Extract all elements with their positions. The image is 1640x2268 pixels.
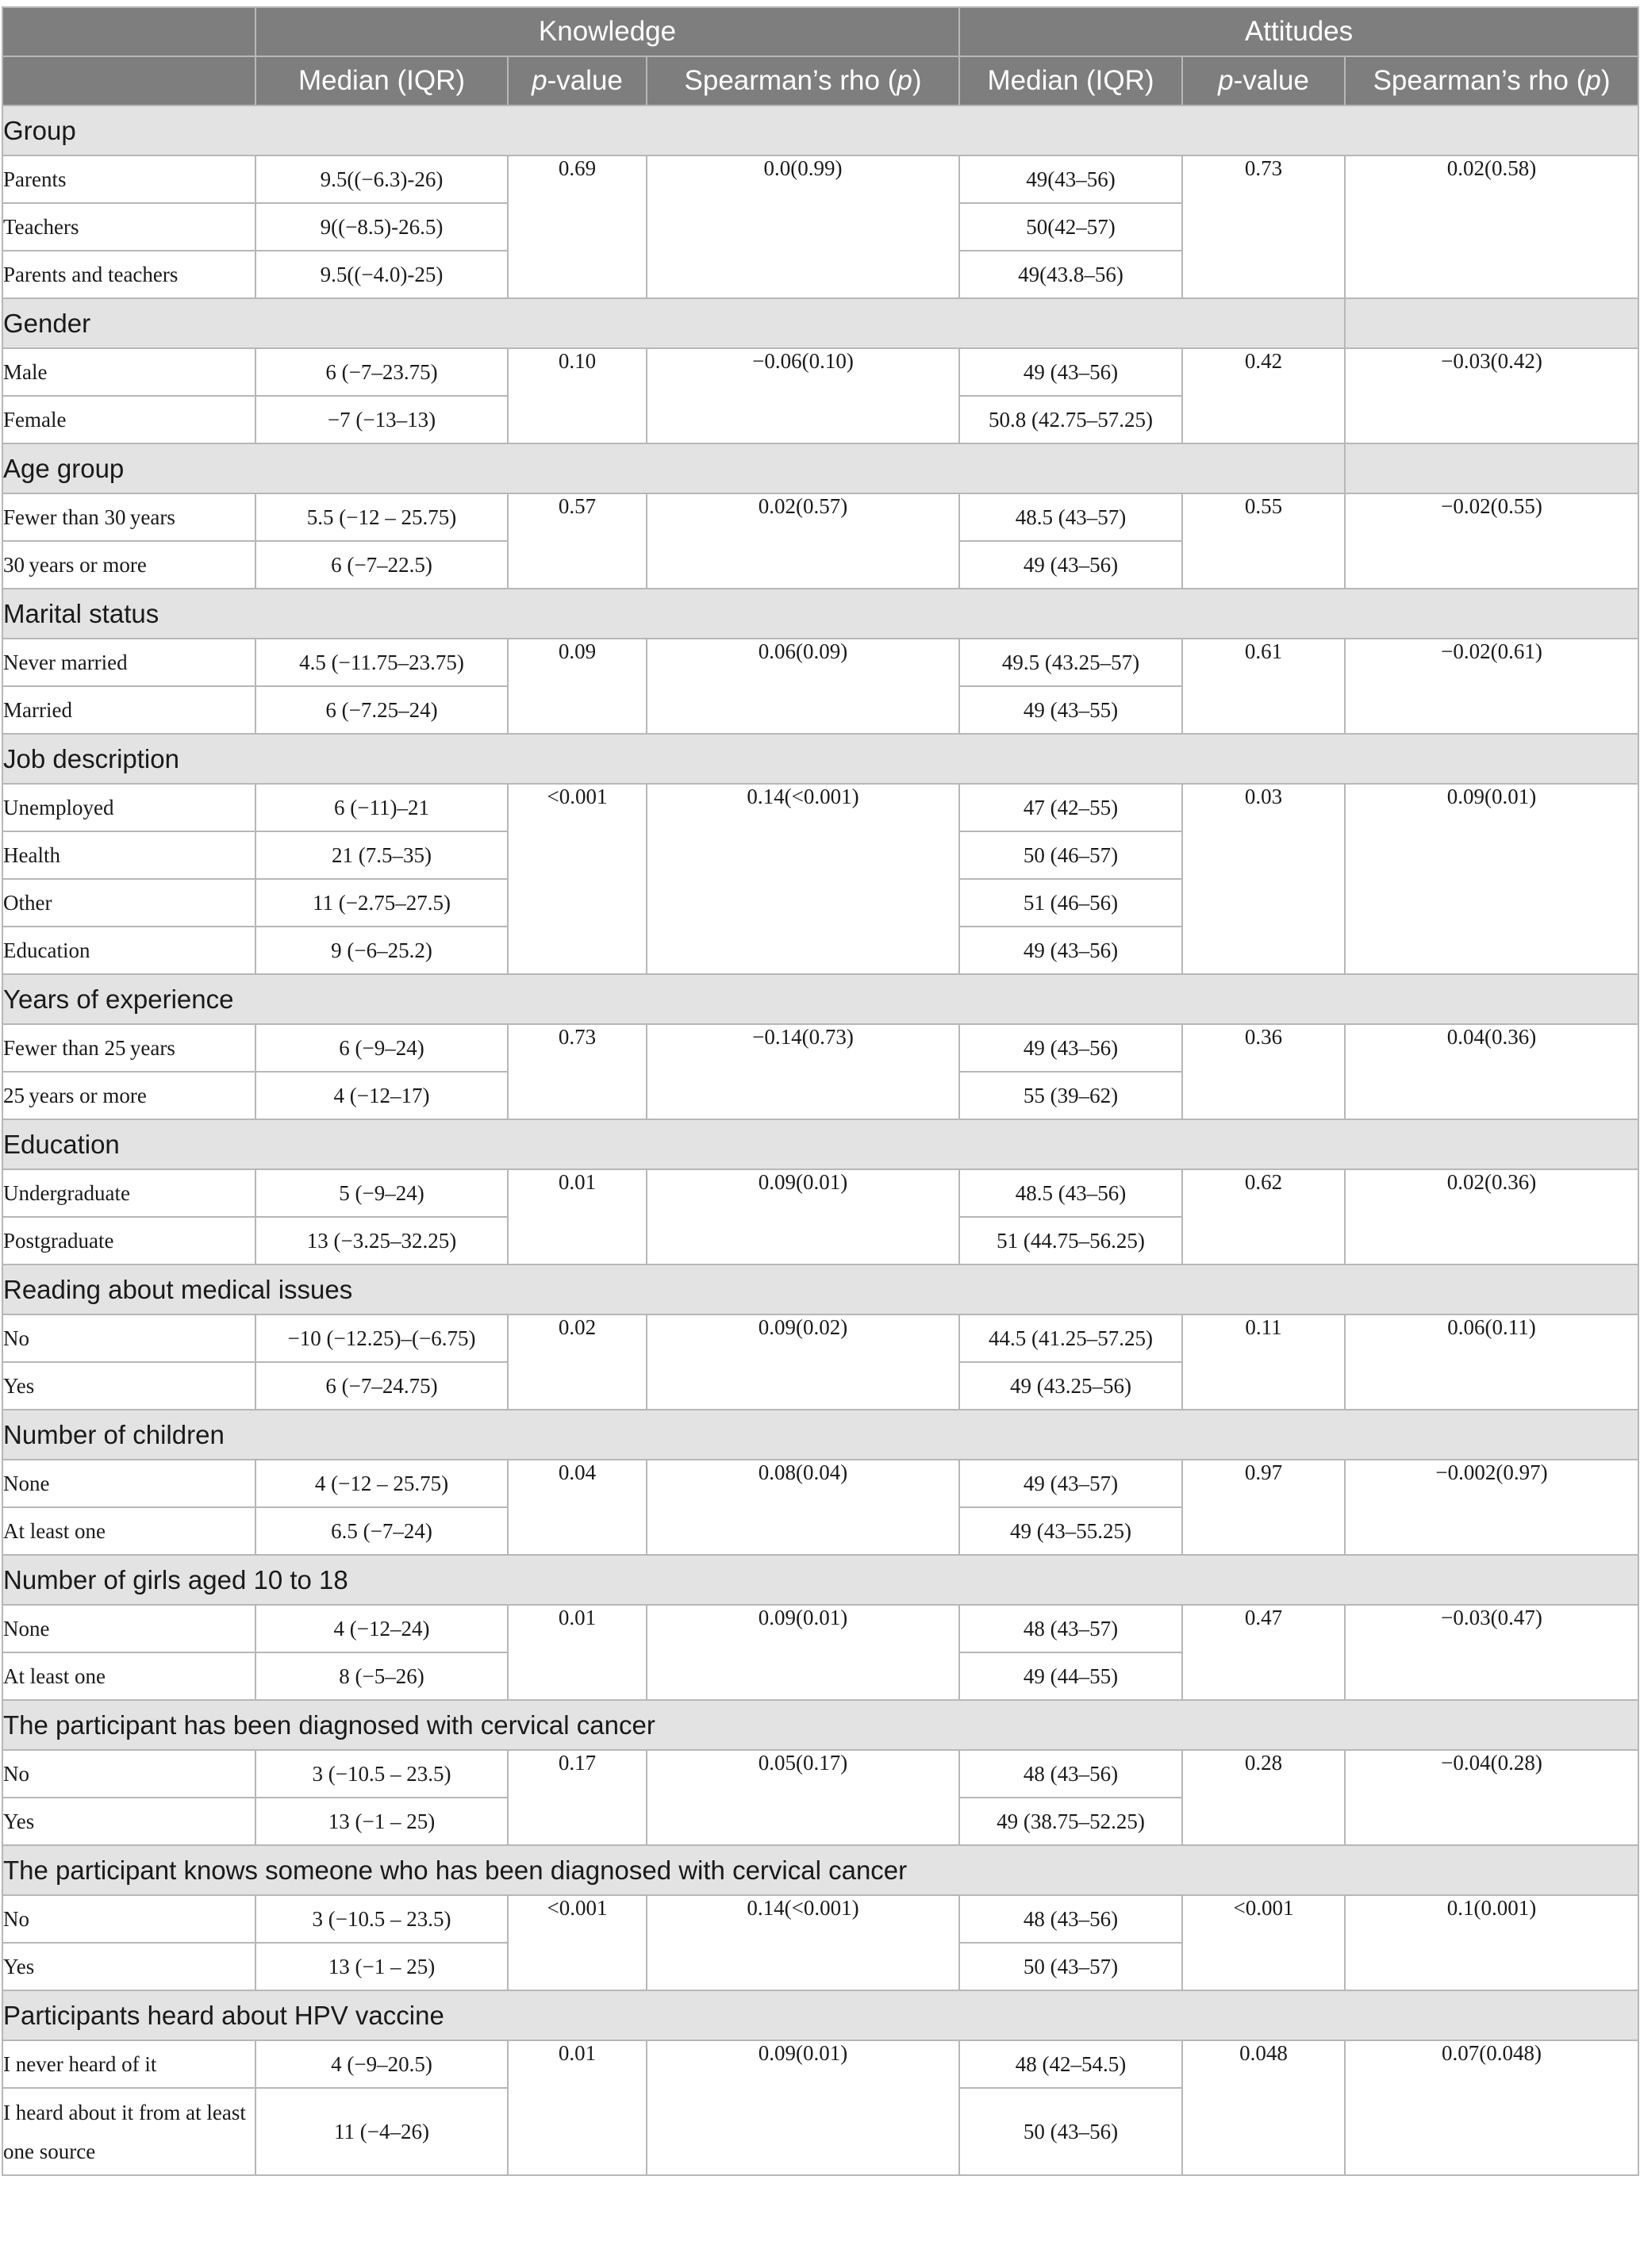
knowledge-median-cell: −7 (−13–13) [255, 396, 508, 443]
header-attitudes-rho: Spearman’s rho (p) [1345, 56, 1638, 106]
knowledge-median-cell: 9((−8.5)-26.5) [255, 203, 508, 251]
section-title: Participants heard about HPV vaccine [2, 1990, 1638, 2040]
attitudes-rho-cell: 0.06(0.11) [1345, 1314, 1638, 1410]
table-row [2, 784, 1638, 831]
section-title: Group [2, 106, 1638, 155]
table-row [2, 155, 1638, 203]
row-label: Married [2, 686, 255, 734]
section-header-row [2, 1845, 1638, 1895]
attitudes-rho-cell: 0.1(0.001) [1345, 1895, 1638, 1990]
knowledge-median-cell: 21 (7.5–35) [255, 831, 508, 879]
knowledge-median-cell: 11 (−2.75–27.5) [255, 879, 508, 927]
knowledge-p-value-cell: <0.001 [508, 1895, 647, 1990]
attitudes-median-cell: 48.5 (43–56) [959, 1169, 1182, 1217]
results-table [2, 6, 1639, 2176]
knowledge-rho-cell: 0.08(0.04) [647, 1460, 959, 1555]
row-label: Other [2, 879, 255, 927]
knowledge-median-cell: 13 (−3.25–32.25) [255, 1217, 508, 1264]
row-label: Yes [2, 1362, 255, 1410]
attitudes-median-cell: 55 (39–62) [959, 1072, 1182, 1119]
knowledge-median-cell: 9.5((−6.3)-26) [255, 155, 508, 203]
section-header-row [2, 974, 1638, 1024]
section-header-row [2, 1555, 1638, 1605]
knowledge-rho-cell: 0.02(0.57) [647, 493, 959, 589]
attitudes-median-cell: 50.8 (42.75–57.25) [959, 396, 1182, 443]
table-row [2, 1750, 1638, 1798]
attitudes-rho-cell: 0.09(0.01) [1345, 784, 1638, 974]
table-row [2, 1024, 1638, 1072]
row-label: No [2, 1750, 255, 1798]
knowledge-p-value-cell: 0.69 [508, 155, 647, 298]
section-title: Education [2, 1119, 1638, 1169]
knowledge-p-value-cell: 0.04 [508, 1460, 647, 1555]
table-row [2, 1605, 1638, 1652]
attitudes-rho-cell: 0.02(0.36) [1345, 1169, 1638, 1264]
row-label: No [2, 1895, 255, 1943]
knowledge-median-cell: 4 (−12 – 25.75) [255, 1460, 508, 1507]
row-label: 30 years or more [2, 541, 255, 589]
row-label: Education [2, 927, 255, 974]
section-header-fill [1345, 298, 1638, 348]
row-label: None [2, 1605, 255, 1652]
knowledge-median-cell: 6.5 (−7–24) [255, 1507, 508, 1555]
attitudes-median-cell: 49 (43–55.25) [959, 1507, 1182, 1555]
knowledge-median-cell: 6 (−7–23.75) [255, 348, 508, 396]
section-title: Age group [2, 443, 1345, 493]
attitudes-median-cell: 49.5 (43.25–57) [959, 639, 1182, 686]
knowledge-median-cell: −10 (−12.25)–(−6.75) [255, 1314, 508, 1362]
attitudes-median-cell: 51 (44.75–56.25) [959, 1217, 1182, 1264]
attitudes-rho-cell: −0.02(0.61) [1345, 639, 1638, 734]
attitudes-median-cell: 48.5 (43–57) [959, 493, 1182, 541]
table-row [2, 493, 1638, 541]
attitudes-p-value-cell: 0.36 [1182, 1024, 1345, 1119]
attitudes-p-value-cell: 0.47 [1182, 1605, 1345, 1700]
attitudes-median-cell: 49 (43.25–56) [959, 1362, 1182, 1410]
header-attitudes-median: Median (IQR) [959, 56, 1182, 106]
row-label: Unemployed [2, 784, 255, 831]
knowledge-rho-cell: 0.05(0.17) [647, 1750, 959, 1845]
knowledge-median-cell: 6 (−7.25–24) [255, 686, 508, 734]
knowledge-rho-cell: 0.09(0.01) [647, 1605, 959, 1700]
knowledge-median-cell: 6 (−9–24) [255, 1024, 508, 1072]
attitudes-median-cell: 49 (43–56) [959, 1024, 1182, 1072]
row-label: Yes [2, 1798, 255, 1845]
header-knowledge-p-value: p-value [508, 56, 647, 106]
row-label: Parents [2, 155, 255, 203]
knowledge-p-value-cell: 0.01 [508, 1169, 647, 1264]
row-label: Female [2, 396, 255, 443]
table-row [2, 1169, 1638, 1217]
knowledge-rho-cell: 0.09(0.01) [647, 2040, 959, 2175]
section-title: Years of experience [2, 974, 1638, 1024]
row-label: Postgraduate [2, 1217, 255, 1264]
section-title: Marital status [2, 589, 1638, 639]
section-header-row [2, 298, 1638, 348]
attitudes-median-cell: 48 (43–56) [959, 1895, 1182, 1943]
header-attitudes-p-value: p-value [1182, 56, 1345, 106]
attitudes-rho-cell: 0.07(0.048) [1345, 2040, 1638, 2175]
header-knowledge: Knowledge [255, 7, 959, 56]
knowledge-median-cell: 13 (−1 – 25) [255, 1943, 508, 1990]
row-label: 25 years or more [2, 1072, 255, 1119]
section-header-row [2, 1700, 1638, 1750]
header-knowledge-rho: Spearman’s rho (p) [647, 56, 959, 106]
row-label: Parents and teachers [2, 251, 255, 298]
knowledge-rho-cell: −0.14(0.73) [647, 1024, 959, 1119]
knowledge-rho-cell: 0.06(0.09) [647, 639, 959, 734]
knowledge-median-cell: 4 (−12–17) [255, 1072, 508, 1119]
knowledge-median-cell: 13 (−1 – 25) [255, 1798, 508, 1845]
row-label: No [2, 1314, 255, 1362]
attitudes-p-value-cell: 0.42 [1182, 348, 1345, 443]
attitudes-median-cell: 50 (46–57) [959, 831, 1182, 879]
table-row [2, 1314, 1638, 1362]
attitudes-median-cell: 48 (42–54.5) [959, 2040, 1182, 2088]
knowledge-median-cell: 3 (−10.5 – 23.5) [255, 1895, 508, 1943]
knowledge-median-cell: 5 (−9–24) [255, 1169, 508, 1217]
header-empty-cell [2, 56, 255, 106]
knowledge-p-value-cell: 0.17 [508, 1750, 647, 1845]
attitudes-median-cell: 49 (43–56) [959, 348, 1182, 396]
attitudes-median-cell: 48 (43–57) [959, 1605, 1182, 1652]
section-header-row [2, 443, 1638, 493]
knowledge-p-value-cell: 0.57 [508, 493, 647, 589]
knowledge-median-cell: 4 (−9–20.5) [255, 2040, 508, 2088]
attitudes-median-cell: 51 (46–56) [959, 879, 1182, 927]
attitudes-rho-cell: 0.02(0.58) [1345, 155, 1638, 298]
knowledge-median-cell: 6 (−7–24.75) [255, 1362, 508, 1410]
knowledge-p-value-cell: 0.01 [508, 1605, 647, 1700]
header-knowledge-median: Median (IQR) [255, 56, 508, 106]
table-row [2, 2040, 1638, 2088]
row-label: Fewer than 30 years [2, 493, 255, 541]
attitudes-rho-cell: −0.03(0.47) [1345, 1605, 1638, 1700]
table-row [2, 1895, 1638, 1943]
knowledge-median-cell: 4.5 (−11.75–23.75) [255, 639, 508, 686]
attitudes-median-cell: 49 (38.75–52.25) [959, 1798, 1182, 1845]
attitudes-median-cell: 49 (43–56) [959, 927, 1182, 974]
section-header-row [2, 1264, 1638, 1314]
header-row-groups [2, 7, 1638, 56]
section-title: Reading about medical issues [2, 1264, 1638, 1314]
knowledge-rho-cell: 0.14(<0.001) [647, 784, 959, 974]
attitudes-p-value-cell: 0.048 [1182, 2040, 1345, 2175]
attitudes-median-cell: 49(43–56) [959, 155, 1182, 203]
row-label: At least one [2, 1652, 255, 1700]
section-header-row [2, 1410, 1638, 1460]
knowledge-p-value-cell: 0.73 [508, 1024, 647, 1119]
knowledge-p-value-cell: 0.10 [508, 348, 647, 443]
attitudes-median-cell: 48 (43–56) [959, 1750, 1182, 1798]
row-label: Never married [2, 639, 255, 686]
attitudes-median-cell: 49 (43–55) [959, 686, 1182, 734]
row-label: None [2, 1460, 255, 1507]
knowledge-median-cell: 4 (−12–24) [255, 1605, 508, 1652]
section-header-row [2, 1119, 1638, 1169]
knowledge-p-value-cell: 0.09 [508, 639, 647, 734]
attitudes-median-cell: 49(43.8–56) [959, 251, 1182, 298]
knowledge-median-cell: 11 (−4–26) [255, 2088, 508, 2175]
attitudes-rho-cell: 0.04(0.36) [1345, 1024, 1638, 1119]
row-label: Health [2, 831, 255, 879]
row-label: At least one [2, 1507, 255, 1555]
section-header-fill [1345, 443, 1638, 493]
attitudes-median-cell: 47 (42–55) [959, 784, 1182, 831]
row-label: Male [2, 348, 255, 396]
knowledge-rho-cell: 0.09(0.01) [647, 1169, 959, 1264]
table-row [2, 1460, 1638, 1507]
header-attitudes: Attitudes [959, 7, 1638, 56]
section-title: The participant knows someone who has been diagnosed with cervical cancer [2, 1845, 1638, 1895]
attitudes-rho-cell: −0.002(0.97) [1345, 1460, 1638, 1555]
knowledge-p-value-cell: 0.01 [508, 2040, 647, 2175]
row-label: I never heard of it [2, 2040, 255, 2088]
table-row [2, 348, 1638, 396]
attitudes-median-cell: 50 (43–57) [959, 1943, 1182, 1990]
knowledge-median-cell: 5.5 (−12 – 25.75) [255, 493, 508, 541]
section-header-row [2, 734, 1638, 784]
knowledge-median-cell: 6 (−11)–21 [255, 784, 508, 831]
section-header-row [2, 1990, 1638, 2040]
attitudes-p-value-cell: <0.001 [1182, 1895, 1345, 1990]
attitudes-p-value-cell: 0.61 [1182, 639, 1345, 734]
row-label: I heard about it from at least one source [2, 2088, 255, 2175]
section-title: Job description [2, 734, 1638, 784]
header-empty-cell [2, 7, 255, 56]
attitudes-median-cell: 49 (43–57) [959, 1460, 1182, 1507]
knowledge-p-value-cell: 0.02 [508, 1314, 647, 1410]
attitudes-median-cell: 50 (43–56) [959, 2088, 1182, 2175]
knowledge-median-cell: 9 (−6–25.2) [255, 927, 508, 974]
row-label: Undergraduate [2, 1169, 255, 1217]
attitudes-p-value-cell: 0.28 [1182, 1750, 1345, 1845]
table-row [2, 639, 1638, 686]
knowledge-rho-cell: 0.14(<0.001) [647, 1895, 959, 1990]
attitudes-p-value-cell: 0.62 [1182, 1169, 1345, 1264]
table-body [2, 106, 1638, 2175]
knowledge-median-cell: 9.5((−4.0)-25) [255, 251, 508, 298]
attitudes-median-cell: 49 (44–55) [959, 1652, 1182, 1700]
section-title: Gender [2, 298, 1345, 348]
knowledge-rho-cell: 0.09(0.02) [647, 1314, 959, 1410]
section-title: Number of children [2, 1410, 1638, 1460]
attitudes-p-value-cell: 0.55 [1182, 493, 1345, 589]
section-header-row [2, 589, 1638, 639]
knowledge-rho-cell: −0.06(0.10) [647, 348, 959, 443]
knowledge-rho-cell: 0.0(0.99) [647, 155, 959, 298]
attitudes-p-value-cell: 0.11 [1182, 1314, 1345, 1410]
knowledge-median-cell: 3 (−10.5 – 23.5) [255, 1750, 508, 1798]
attitudes-rho-cell: −0.03(0.42) [1345, 348, 1638, 443]
attitudes-median-cell: 49 (43–56) [959, 541, 1182, 589]
header-row-columns [2, 56, 1638, 106]
section-title: Number of girls aged 10 to 18 [2, 1555, 1638, 1605]
attitudes-p-value-cell: 0.03 [1182, 784, 1345, 974]
attitudes-rho-cell: −0.02(0.55) [1345, 493, 1638, 589]
section-header-row [2, 106, 1638, 155]
row-label: Fewer than 25 years [2, 1024, 255, 1072]
attitudes-median-cell: 44.5 (41.25–57.25) [959, 1314, 1182, 1362]
section-title: The participant has been diagnosed with cervical cancer [2, 1700, 1638, 1750]
attitudes-p-value-cell: 0.97 [1182, 1460, 1345, 1555]
knowledge-p-value-cell: <0.001 [508, 784, 647, 974]
attitudes-rho-cell: −0.04(0.28) [1345, 1750, 1638, 1845]
row-label: Teachers [2, 203, 255, 251]
knowledge-median-cell: 6 (−7–22.5) [255, 541, 508, 589]
row-label: Yes [2, 1943, 255, 1990]
knowledge-median-cell: 8 (−5–26) [255, 1652, 508, 1700]
attitudes-median-cell: 50(42–57) [959, 203, 1182, 251]
attitudes-p-value-cell: 0.73 [1182, 155, 1345, 298]
